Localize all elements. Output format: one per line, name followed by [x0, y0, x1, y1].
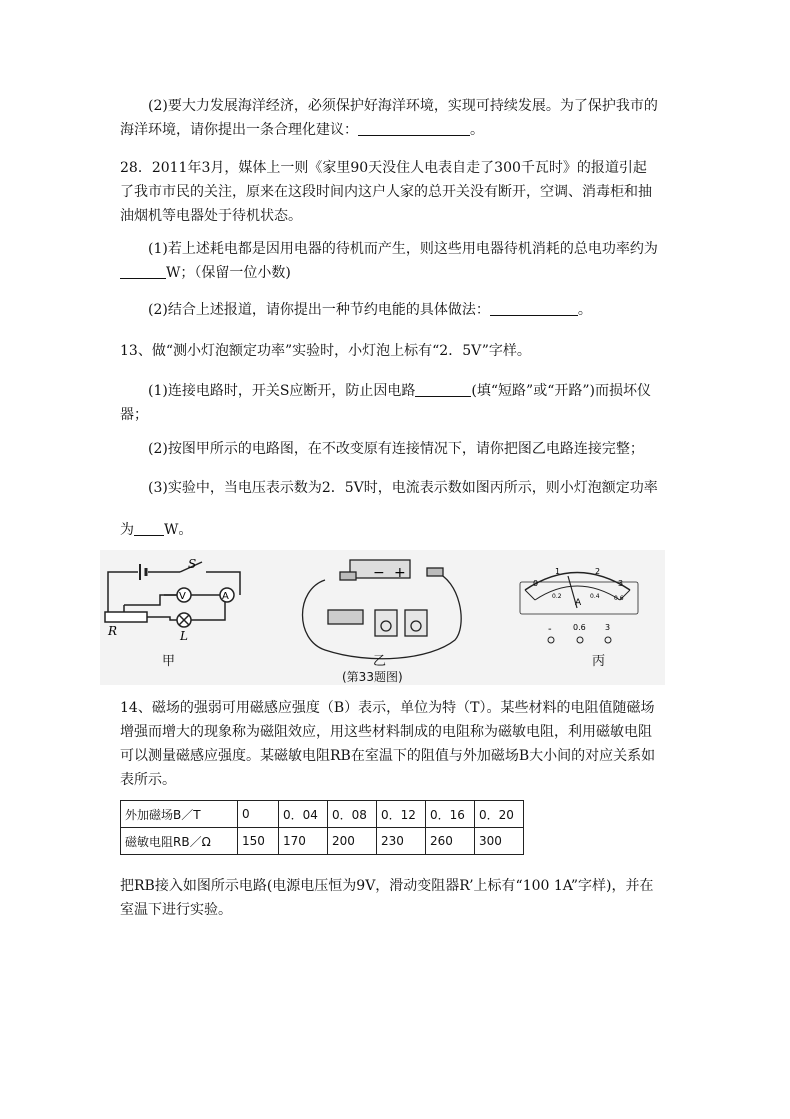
q28-part2-a: (2)结合上述报道，请你提出一种节约电能的具体做法：: [148, 302, 490, 318]
label-a: A: [222, 591, 229, 602]
table-cell: 外加磁场B／T: [121, 801, 238, 828]
table-row: [121, 801, 524, 828]
table-cell: 230: [377, 828, 426, 855]
q13-part4-b: W。: [164, 522, 193, 538]
meter-sub-1: 0.2: [552, 593, 562, 600]
answer-blank[interactable]: [120, 264, 166, 279]
meter-sub-2: 0.4: [590, 593, 600, 600]
table-cell: 0．20: [475, 801, 524, 828]
table-cell: 0．12: [377, 801, 426, 828]
q13-part2: (2)按图甲所示的电路图，在不改变原有连接情况下，请你把图乙电路连接完整；: [148, 441, 644, 457]
q13-part4-a: 为: [120, 522, 134, 538]
q13-stem: 13、做“测小灯泡额定功率”实验时，小灯泡上标有“2．5V”字样。: [120, 343, 531, 359]
apparatus-plus: +: [394, 565, 406, 581]
terminal-neg: -: [548, 624, 552, 635]
terminal-06: 0.6: [573, 623, 586, 632]
answer-blank[interactable]: [358, 121, 470, 136]
q28-part2: [120, 298, 660, 322]
meter-unit: A: [575, 598, 582, 608]
meter-tick-2: 2: [595, 567, 601, 576]
figure-caption: (第33题图): [342, 670, 403, 684]
answer-blank[interactable]: [134, 521, 164, 536]
table-cell: 150: [238, 828, 279, 855]
q13-part1: [120, 379, 660, 427]
label-bing: 丙: [592, 654, 606, 669]
q28-part2-b: 。: [577, 302, 592, 318]
magnetic-table: [120, 800, 524, 855]
table-cell: 200: [328, 828, 377, 855]
label-jia: 甲: [162, 654, 176, 669]
meter-sub-3: 0.6: [614, 595, 624, 602]
q13-part3: (3)实验中，当电压表示数为2．5V时，电流表示数如图丙所示，则小灯泡额定功率: [148, 480, 658, 496]
q27-part2-text: (2)要大力发展海洋经济，必须保护好海洋环境，实现可持续发展。为了保护我市的海洋环境，请你提出一条合理化建议：: [120, 98, 658, 138]
answer-blank[interactable]: [490, 301, 578, 316]
terminal-3: 3: [605, 623, 611, 632]
table-cell: 260: [426, 828, 475, 855]
table-cell: 0: [238, 801, 279, 828]
q14-after: 把RB接入如图所示电路(电源电压恒为9V，滑动变阻器R’上标有“100 1A”字样)，并在室温下进行实验。: [120, 878, 654, 918]
label-v: V: [179, 591, 186, 602]
q27-part2: [120, 94, 660, 142]
q28-part1-a: (1)若上述耗电都是因用电器的待机而产生，则这些用电器待机消耗的总电功率约为: [148, 241, 658, 257]
q28-stem: 28．2011年3月，媒体上一则《家里90天没住人电表自走了300千瓦时》的报道引起了我市市民的关注，原来在这段时间内这户人家的总开关没有断开，空调、消毒柜和抽油烟机等电器处于待机状态。: [120, 160, 652, 224]
q28-part1: [120, 237, 660, 285]
table-cell: 0．04: [279, 801, 328, 828]
q27-end: 。: [470, 122, 484, 138]
table-cell: 170: [279, 828, 328, 855]
label-r: R: [108, 624, 118, 638]
label-s: S: [188, 557, 197, 571]
meter-tick-3: 3: [618, 579, 624, 588]
answer-blank[interactable]: [415, 382, 471, 397]
q28-part1-b: W；（保留一位小数): [166, 265, 291, 281]
table-cell: 0．08: [328, 801, 377, 828]
apparatus-minus: −: [373, 565, 385, 581]
q13-part4: [120, 518, 660, 542]
meter-tick-1: 1: [555, 567, 561, 576]
table-row: [121, 828, 524, 855]
q13-part1-a: (1)连接电路时，开关S应断开，防止因电路: [148, 383, 416, 399]
label-l: L: [180, 629, 188, 643]
meter-tick-0: 0: [533, 579, 539, 588]
label-yi: 乙: [373, 654, 387, 669]
table-cell: 磁敏电阻RB／Ω: [121, 828, 238, 855]
q14-stem: 14、磁场的强弱可用磁感应强度（B）表示，单位为特（T）。某些材料的电阻值随磁场增强而增大的现象称为磁阻效应，用这些材料制成的电阻称为磁敏电阻，利用磁敏电阻可以测量磁感应强度。某磁敏电阻RB在室温下的阻值与外加磁场B大小间的对应关系如表所示。: [120, 700, 656, 788]
table-cell: 0．16: [426, 801, 475, 828]
table-cell: 300: [475, 828, 524, 855]
q13-part1-b: (填“短路”或“开路”)而损坏仪器；: [120, 383, 651, 423]
